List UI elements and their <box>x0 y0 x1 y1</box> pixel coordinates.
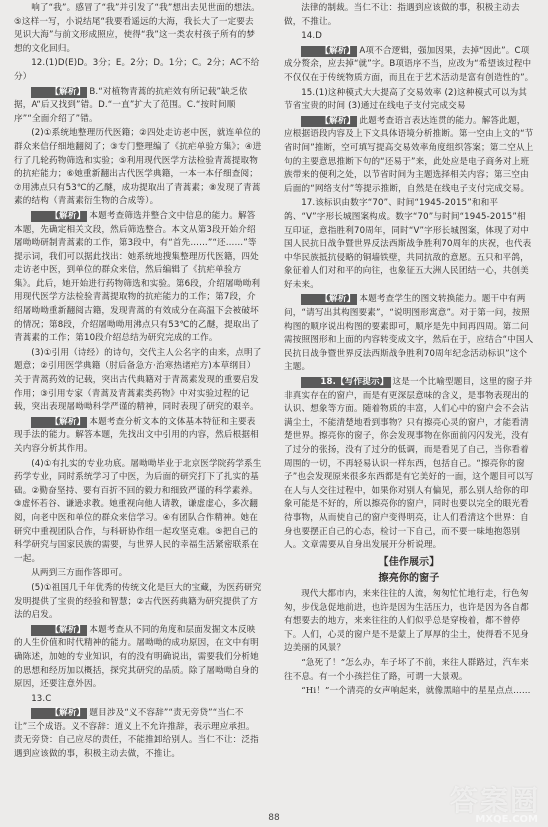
analysis-paragraph <box>284 376 534 553</box>
answer-paragraph: (2)①系统地整理历代医籍；②四处走访老中医，就连单位的群众来信仔细地翻阅了；③专门整理编了《抗疟单验方集》；④进行了几轮药物筛选和实验；⑤利用现代医学方法检验青蒿提取物的抗疟能力；⑥她重新翻出古代医学典籍，一本一本仔细查阅；⑦用沸点只有53℃的乙醚，成功提取出了青蒿素；⑧发现了青蒿素的结构（青蒿素衍生物的合成等）。 <box>14 128 262 207</box>
answer-paragraph: 法律的制裁。当仁不让：指遇到应该做的事，积极主动去做，不推让。 <box>284 3 520 27</box>
answer-paragraph: (3)①引用（诗经）的诗句，交代主人公名字的由来，点明了题意；②引用医学典籍（肘后备急方·治寒热诸疟方)本草纲目）关于青蒿药效的记载，突出古代典籍对于青蒿素发现的重要启发作用；③引用专家（青蒿及青蒿素类药物》中对实验过程的记载，突出表现屠呦呦科学严谨的精神，同时表现了研究的艰辛。 <box>14 347 262 413</box>
analysis-paragraph <box>14 210 262 346</box>
analysis-tag: 【解析】 <box>31 708 87 719</box>
analysis-paragraph <box>14 416 262 457</box>
analysis-paragraph <box>284 45 534 86</box>
analysis-tag: 【解析】 <box>31 417 87 428</box>
answer-paragraph: (5)①祖国几千年优秀的传统文化是巨大的宝藏，为医药研究发明提供了宝贵的经验和智慧；②古代医药典籍为研究提供了方法的启发。 <box>14 582 262 621</box>
analysis-tag: 【解析】 <box>301 116 357 127</box>
essay-paragraph: 现代大都市内，来来往往的人流，匆匆忙忙地行走，行色匆匆，步伐急促地前进，也许是因为生活压力，也许是因为各自都有想要去的地方，来来往往的人们似乎总是穿梭着，都不曾停下。人们，心灵的窗户是不是蒙上了厚厚的尘土，使得看不见身边美丽的风景？ <box>284 588 529 654</box>
analysis-tag: 【解析】 <box>301 46 357 57</box>
analysis-tag: 【解析】 <box>31 211 87 222</box>
analysis-text: 题目涉及“义不容辞”“责无旁贷”“当仁不让”三个成语。义不容辞：道义上不允许推辞，表示理应承担。责无旁贷：自己应尽的责任，不能推卸给别人。当仁不让：泛指遇到应该做的事，积极主动去做，不推让。 <box>14 708 259 760</box>
answer-paragraph: 15.(1)这种模式大大提高了交易效率 (2)这种模式可以为其节省宝贵的时间 (3)通过在线电子支付完成交易 <box>284 87 528 112</box>
analysis-text: 本题考查分析文本的文体基本特征和主要表现手法的能力。解答本题，先找出文中引用的内容，然后根据相关内容分析其作用。 <box>14 416 259 454</box>
answer-paragraph: 17.该标识由数字“70”、时间“1945-2015”和和平鸽、“V”字形长城图案构成。数字“70”与时间“1945-2015”相互印证，意指胜利70周年，同时“V”字形长城图案，体现了对中国人民抗日战争暨世界反法西斯战争胜利70周年的庆祝，也代表中华民族抵抗侵略的铜墙铁壁，共同抗敌的意愿。五只和平鸽，象征着人们对和平的向往，也象征五大洲人民团结一心，共创美好未来。 <box>284 198 532 290</box>
analysis-paragraph <box>284 115 534 197</box>
essay-paragraph: “急死了！”怎么办，车子坏了不前，来往人群路过，汽车来往不息。有一个小孩拦住了路，可谓一大景观。 <box>284 657 529 682</box>
section-title: 【佳作展示】 <box>378 556 440 568</box>
analysis-tag: 【解析】 <box>31 625 87 636</box>
answer-paragraph: 13.C <box>31 693 52 704</box>
analysis-text: 本题考查从不同的角度和层面发掘文本反映的人生价值和时代精神的能力。屠呦呦的成功原因，在文中有明确陈述，加她的专业知识，有的没有明确说出，需要我们分析她的思想和经历加以概括，探究其研究的品质。除了屠呦呦自身的原因，还要注意外因。 <box>14 624 259 690</box>
answer-paragraph: (4)①有扎实的专业功底。屠呦呦毕业于北京医学院药学系生药学专业，同时系统学习了中医，为后面的研究打下了扎实的基础。②勤奋坚持、要有百折不回的毅力和细致严谨的科学素养。③虚怀若谷、谦逊求教。她重视向他人请教，谦虚虚心，多次翻阅，向老中医和单位的群众来信学习。④有团队合作精神。她在研究中重视团队合作，与科研协作组一起攻坚克难。⑤把自己的科学研究与国家民族的需要，与世界人民的幸福生活紧密联系在一起。 <box>14 458 262 564</box>
watermark-url: MXQE.COM <box>475 814 538 825</box>
analysis-paragraph <box>14 86 262 127</box>
watermark-logo: 答案圈 <box>449 784 540 817</box>
analysis-text: 本题考查筛选并整合文中信息的能力。解答本题，先确定相关文段，然后筛选整合。本文从第3段开始介绍屠呦呦研制青蒿素的工作，第3段中，有“首先……”“还……”等提示词，我们可以据此找出：她系统地搜集整理历代医籍，四处走访老中医，到单位的群众来信，然后编辑了《抗疟单验方集》。此后，她开始进行药物筛选和实验。第6段，介绍屠呦呦利用现代医学方法检验青蒿提取物的抗疟能力的工作；第7段，介绍屠呦呦重新翻阅古籍，发现青蒿的有效成分在高温下会被破坏的情况；第8段，介绍屠呦呦用沸点只有53℃的乙醚，提取出了青蒿素的工作；第10段介绍总结为研究完成的工作。 <box>14 210 261 344</box>
analysis-paragraph <box>14 624 262 692</box>
answer-paragraph: 从两到三方面作答即可。 <box>31 568 128 579</box>
analysis-text: A项不合逻辑，强加因果，去掉“因此”。C项成分赘余，应去掉“就”字。B项语序不当，应改为“希望该过程中不仅仅在于传统物质方面，而且在于艺术活动是富有创造性的”。 <box>284 45 534 83</box>
section-title: 擦亮你的窗子 <box>378 573 440 585</box>
answer-paragraph: 响了“我”。感冒了“我”并引发了“我”想出去见世面的想法。⑤这样一写，小说结尾“我要看遥远的大海，我长大了一定要去见识大海”与前文形成照应，使得“我”这一类农村孩子所有的梦想的文化回归。 <box>14 3 260 54</box>
analysis-text: 这是一个比喻型题目，这里的窗子并非真实存在的窗户，而是有更深层意味的含义，是事物表现出的认识、想象等方面。随着物质的丰富，人们心中的窗户会不会沾满尘土，不能清楚地看到事物？只有擦亮心灵的窗户，才能看清楚世界。擦亮你的窗子，你会发现事物在你面前闪闪发光，没有了过分的张扬，没有了过分的低调，而是看见了自己，当你看着周围的一切，不再轻易认识一样东西，包括自己。“擦亮你的窗子”也会发现原来很多东西都是有它美好的一面，这个题目可以写在人与人交往过程中，如果你对别人有偏见，那么别人给你的印象可能是不好的，所以擦亮你的窗户，同时也要以完全的眼光看待事物，从而使自己的窗户变得明亮，让人们看清这个世界：自身也要摆正自己的心态，检讨一下自己，而不要一味地抱怨别人。文章需要从自身出发展开分析说理。 <box>284 377 534 551</box>
answer-paragraph: 12.(1)D(E)D。3分；E。2分；D。1分；C。2分；AC不给分） <box>14 58 260 82</box>
left-column <box>14 2 262 763</box>
analysis-paragraph <box>284 293 534 375</box>
page-number: 88 <box>268 813 280 823</box>
analysis-text: 此题考查语言表达连贯的能力。解答此题，应根据语段内容及上下文具体语境分析推断。第一空由上文的“节省时间”推断，空可填写提高交易效率角度组织答案；第二空从上句的主要意思推断下句的“还易于”来，此处应是电子商务对上班族带来的便利之处，以节省时间为主题选择相关内容；第三空由后面的“网络支付”等提示推断，自然是在线电子支付完成交易。 <box>284 115 534 194</box>
analysis-tag: 18.【写作提示】 <box>301 377 390 388</box>
analysis-tag: 【解析】 <box>31 87 87 98</box>
right-column <box>284 2 534 700</box>
analysis-text: 本题考查学生的图文转换能力。题干中有两问，“请写出其构图要素”，“说明图形寓意”。对于第一问，按照构图的顺序说出构图的要素即可，顺序是先中间再四周。第二问需按照图形和上面的内容转变成文字，然后在于，应结合“中国人民抗日战争暨世界反法西斯战争胜利70周年纪念活动标识”这个主题。 <box>284 294 534 373</box>
analysis-paragraph <box>14 707 262 761</box>
analysis-text: B.“对植物青蒿的抗疟效有所记载”缺乏依据，A“后又找到”错。D.“一直”扩大了范围。C.“按时间顺序”“全面介绍了”错。 <box>14 86 248 124</box>
analysis-tag: 【解析】 <box>301 294 357 305</box>
essay-paragraph: “Hi！”一个清亮的女声响起来，就像黑暗中的星星点点…… <box>301 686 531 697</box>
answer-paragraph: 14.D <box>301 31 323 42</box>
